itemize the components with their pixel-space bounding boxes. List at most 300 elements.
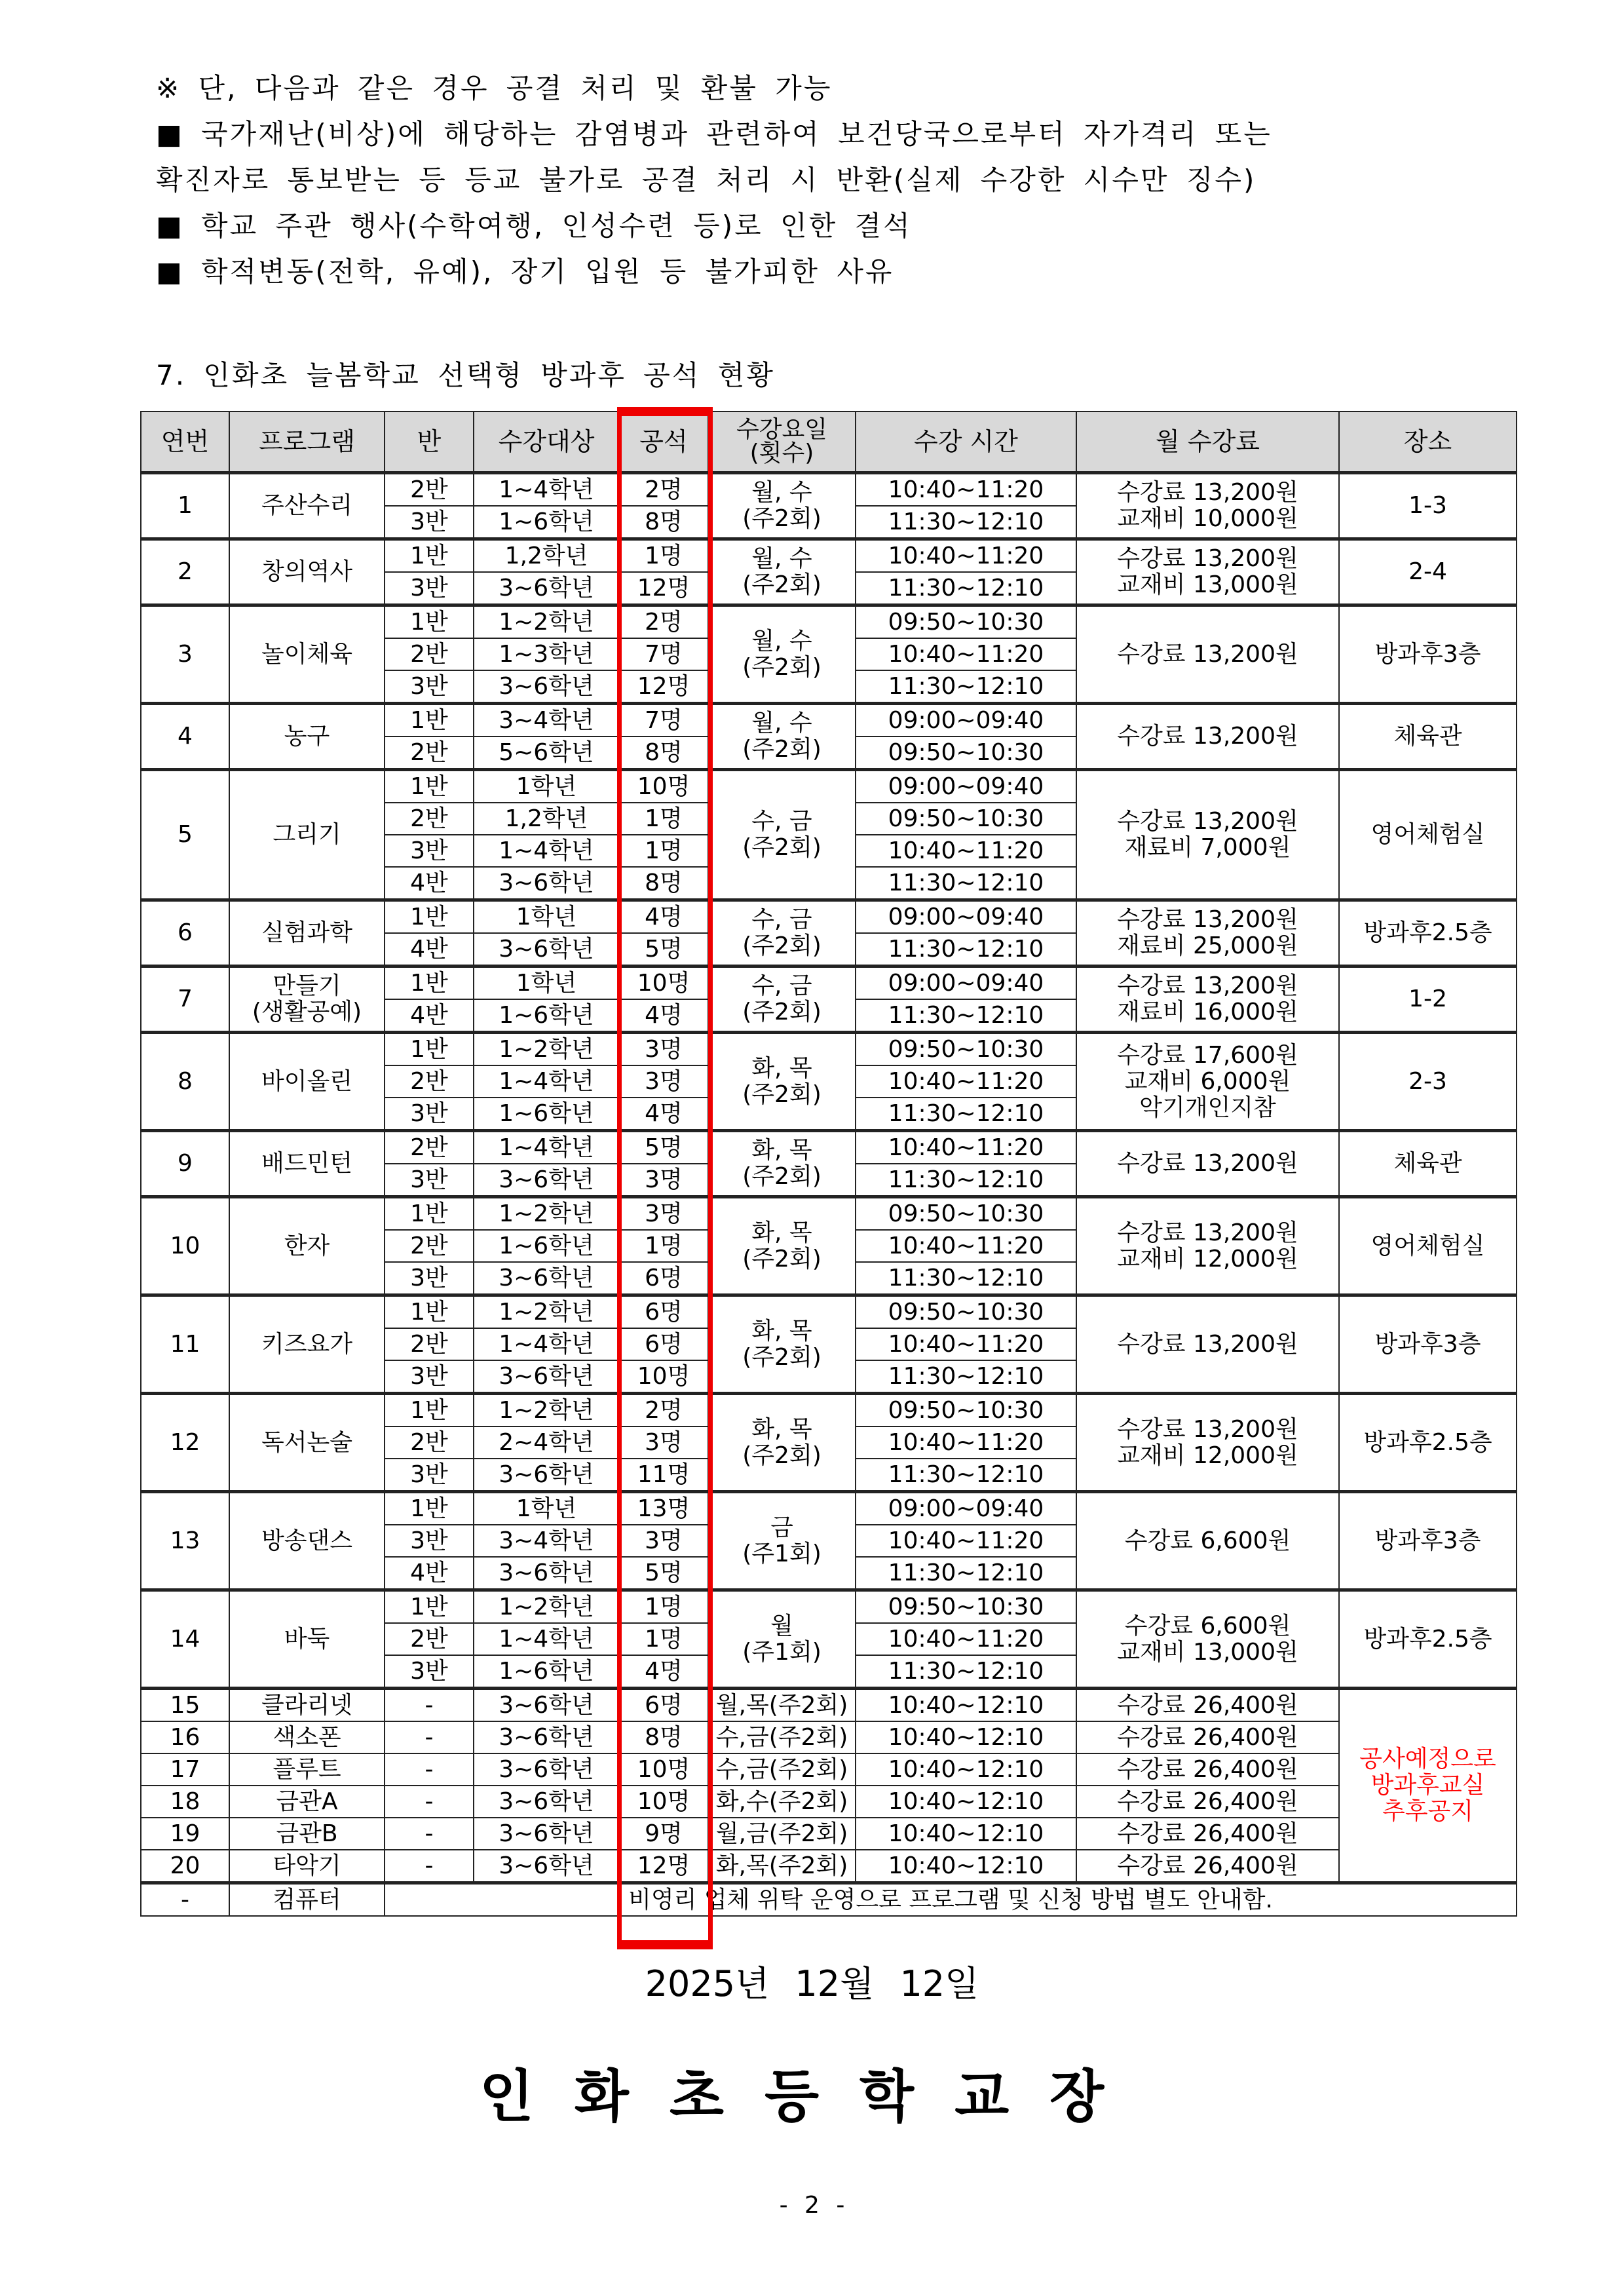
fee-line: 교재비 12,000원 — [1117, 1245, 1298, 1272]
cell-target: 3~6학년 — [474, 1262, 619, 1295]
cell-target: 1~2학년 — [474, 1394, 619, 1427]
cell-target: 1~4학년 — [474, 1328, 619, 1360]
cell-target: 3~6학년 — [474, 1753, 619, 1786]
cell-class: 1반 — [385, 704, 474, 737]
cell-time: 09:50~10:30 — [856, 1197, 1076, 1231]
cell-fee — [1076, 704, 1339, 770]
note-line: ■ 국가재난(비상)에 해당하는 감염병과 관련하여 보건당국으로부터 자가격리 또는 — [156, 118, 1272, 150]
table-row — [141, 1818, 1517, 1850]
cell-time: 11:30~12:10 — [856, 999, 1076, 1033]
notes-block — [156, 66, 1532, 295]
cell-time: 10:40~11:20 — [856, 1426, 1076, 1459]
cell-target: 1~6학년 — [474, 506, 619, 539]
cell-time: 09:00~09:40 — [856, 900, 1076, 934]
cell-place: 1-3 — [1339, 473, 1517, 539]
cell-vacancy: 4명 — [619, 1655, 708, 1689]
cell-target: 1~4학년 — [474, 835, 619, 867]
cell-no: 17 — [141, 1753, 229, 1786]
days-label: 월, 수 — [751, 710, 812, 737]
table-row — [141, 605, 1517, 639]
cell-place: 영어체험실 — [1339, 770, 1517, 900]
table-row — [141, 1753, 1517, 1786]
cell-vacancy: 8명 — [619, 867, 708, 900]
cell-days — [708, 539, 856, 605]
fee-line: 수강료 13,200원 — [1117, 1219, 1298, 1246]
program-name: 한자 — [284, 1232, 330, 1259]
cell-target: 3~4학년 — [474, 704, 619, 737]
cell-fee — [1076, 770, 1339, 900]
cell-class: 2반 — [385, 737, 474, 770]
program-name: 키즈요가 — [261, 1330, 353, 1358]
cell-time: 09:50~10:30 — [856, 1394, 1076, 1427]
cell-no: 20 — [141, 1850, 229, 1883]
table-row — [141, 1131, 1517, 1164]
days-frequency: (주2회) — [742, 1081, 821, 1108]
cell-days — [708, 966, 856, 1033]
fee-line: 재료비 25,000원 — [1117, 932, 1298, 959]
cell-class: 1반 — [385, 966, 474, 1000]
days-label: 월 — [770, 1612, 793, 1639]
cell-target: 3~4학년 — [474, 1525, 619, 1557]
cell-no: 4 — [141, 704, 229, 770]
cell-vacancy: 2명 — [619, 1394, 708, 1427]
cell-class: 1반 — [385, 605, 474, 639]
cell-fee — [1076, 1131, 1339, 1197]
cell-class: 3반 — [385, 1262, 474, 1295]
cell-no: 5 — [141, 770, 229, 900]
cell-vacancy: 5명 — [619, 1557, 708, 1590]
program-name: 방송댄스 — [261, 1527, 353, 1554]
cell-days: 화,수(주2회) — [708, 1786, 856, 1818]
cell-time: 10:40~12:10 — [856, 1786, 1076, 1818]
cell-vacancy: 3명 — [619, 1197, 708, 1231]
cell-fee — [1076, 1197, 1339, 1295]
cell-class: 2반 — [385, 1230, 474, 1262]
cell-no: 7 — [141, 966, 229, 1033]
cell-class: 3반 — [385, 670, 474, 704]
cell-days: 월,목(주2회) — [708, 1689, 856, 1722]
cell-place: 체육관 — [1339, 1131, 1517, 1197]
cell-vacancy: 7명 — [619, 638, 708, 670]
cell-vacancy: 6명 — [619, 1262, 708, 1295]
cell-vacancy: 13명 — [619, 1492, 708, 1525]
cell-class: 2반 — [385, 473, 474, 507]
cell-target: 1학년 — [474, 966, 619, 1000]
fee-line: 재료비 16,000원 — [1117, 999, 1298, 1025]
cell-time: 10:40~11:20 — [856, 835, 1076, 867]
cell-days — [708, 770, 856, 900]
cell-days — [708, 704, 856, 770]
cell-target: 3~6학년 — [474, 1459, 619, 1492]
cell-place: 방과후2.5층 — [1339, 1394, 1517, 1492]
program-name: 농구 — [284, 723, 330, 750]
cell-target: 1~2학년 — [474, 1033, 619, 1066]
note-line: ■ 학교 주관 행사(수학여행, 인성수련 등)로 인한 결석 — [156, 210, 912, 242]
cell-place: 2-4 — [1339, 539, 1517, 605]
cell-target: 3~6학년 — [474, 1360, 619, 1394]
cell-class: 4반 — [385, 933, 474, 966]
cell-vacancy: 1명 — [619, 803, 708, 835]
cell-program: 금관A — [229, 1786, 385, 1818]
fee-line: 수강료 13,200원 — [1117, 545, 1298, 572]
table-row — [141, 1197, 1517, 1231]
cell-vacancy: 7명 — [619, 704, 708, 737]
cell-vacancy: 10명 — [619, 1360, 708, 1394]
table-row — [141, 1689, 1517, 1722]
cell-vacancy: 3명 — [619, 1525, 708, 1557]
cell-fee: 수강료 26,400원 — [1076, 1818, 1339, 1850]
fee-line: 수강료 13,200원 — [1117, 808, 1298, 835]
cell-no: 15 — [141, 1689, 229, 1722]
days-label: 화, 목 — [751, 1415, 812, 1443]
cell-class: 2반 — [385, 1328, 474, 1360]
days-frequency: (주1회) — [742, 1638, 821, 1666]
cell-no: 13 — [141, 1492, 229, 1590]
cell-days — [708, 900, 856, 966]
cell-days — [708, 1033, 856, 1131]
cell-class: 2반 — [385, 638, 474, 670]
cell-vacancy: 5명 — [619, 933, 708, 966]
cell-class: 3반 — [385, 1459, 474, 1492]
cell-vacancy: 3명 — [619, 1033, 708, 1066]
days-label: 수, 금 — [751, 972, 812, 999]
cell-program — [229, 770, 385, 900]
header-program: 프로그램 — [229, 411, 385, 473]
cell-fee — [1076, 966, 1339, 1033]
table-row — [141, 1492, 1517, 1525]
section-title: 7. 인화초 늘봄학교 선택형 방과후 공석 현황 — [156, 359, 775, 391]
fee-line: 수강료 6,600원 — [1124, 1527, 1291, 1554]
cell-target: 1학년 — [474, 1492, 619, 1525]
cell-target: 3~6학년 — [474, 867, 619, 900]
cell-fee — [1076, 1590, 1339, 1689]
cell-vacancy: 6명 — [619, 1295, 708, 1329]
cell-vacancy: 4명 — [619, 999, 708, 1033]
days-label: 화, 목 — [751, 1317, 812, 1345]
table-row — [141, 966, 1517, 1000]
cell-time: 10:40~11:20 — [856, 1065, 1076, 1098]
cell-days — [708, 473, 856, 539]
fee-line: 수강료 13,200원 — [1117, 1330, 1298, 1358]
header-days-line1: 수강요일 — [736, 416, 828, 443]
fee-line: 수강료 13,200원 — [1117, 1150, 1298, 1177]
cell-target: 3~6학년 — [474, 1557, 619, 1590]
cell-program — [229, 900, 385, 966]
cell-time: 10:40~11:20 — [856, 638, 1076, 670]
cell-no: 11 — [141, 1295, 229, 1394]
cell-no: 8 — [141, 1033, 229, 1131]
fee-line: 수강료 17,600원 — [1117, 1041, 1298, 1069]
cell-time: 10:40~11:20 — [856, 1328, 1076, 1360]
cell-time: 09:50~10:30 — [856, 605, 1076, 639]
cell-time: 10:40~12:10 — [856, 1818, 1076, 1850]
table-row — [141, 770, 1517, 803]
cell-program — [229, 1131, 385, 1197]
note-line: 확진자로 통보받는 등 등교 불가로 공결 처리 시 반환(실제 수강한 시수만 징수) — [156, 164, 1256, 196]
cell-fee: 수강료 26,400원 — [1076, 1721, 1339, 1753]
cell-place: 방과후2.5층 — [1339, 900, 1517, 966]
cell-time: 10:40~11:20 — [856, 1623, 1076, 1655]
cell-vacancy: 10명 — [619, 966, 708, 1000]
cell-target: 1~6학년 — [474, 1655, 619, 1689]
cell-place: 방과후3층 — [1339, 605, 1517, 704]
cell-target: 3~6학년 — [474, 933, 619, 966]
cell-class: 3반 — [385, 1164, 474, 1197]
cell-time: 11:30~12:10 — [856, 1098, 1076, 1131]
cell-time: 09:00~09:40 — [856, 770, 1076, 803]
cell-program — [229, 1033, 385, 1131]
cell-program: 타악기 — [229, 1850, 385, 1883]
table-row — [141, 1295, 1517, 1329]
cell-class: 3반 — [385, 1098, 474, 1131]
cell-time: 10:40~11:20 — [856, 1131, 1076, 1164]
table-row — [141, 900, 1517, 934]
cell-fee — [1076, 605, 1339, 704]
cell-time: 09:50~10:30 — [856, 737, 1076, 770]
table-row — [141, 1850, 1517, 1883]
table-row — [141, 1394, 1517, 1427]
cell-vacancy: 4명 — [619, 1098, 708, 1131]
days-frequency: (주2회) — [742, 932, 821, 959]
note-line: ■ 학적변동(전학, 유예), 장기 입원 등 불가피한 사유 — [156, 256, 894, 288]
cell-vacancy: 3명 — [619, 1065, 708, 1098]
place-note-line: 공사예정으로 — [1359, 1746, 1496, 1772]
cell-class: 2반 — [385, 803, 474, 835]
days-frequency: (주2회) — [742, 1343, 821, 1371]
cell-no: 19 — [141, 1818, 229, 1850]
program-name: 바이올린 — [261, 1067, 353, 1095]
cell-no: 1 — [141, 473, 229, 539]
cell-time: 10:40~11:20 — [856, 539, 1076, 573]
cell-class: 1반 — [385, 1590, 474, 1624]
cell-time: 10:40~11:20 — [856, 473, 1076, 507]
days-label: 월, 수 — [751, 479, 812, 506]
cell-fee — [1076, 900, 1339, 966]
cell-target: 1~2학년 — [474, 1197, 619, 1231]
cell-class: 1반 — [385, 1033, 474, 1066]
place-note-line: 추후공지 — [1382, 1798, 1474, 1825]
cell-fee: 수강료 26,400원 — [1076, 1850, 1339, 1883]
cell-days — [708, 1394, 856, 1492]
cell-program: 금관B — [229, 1818, 385, 1850]
cell-place: 방과후2.5층 — [1339, 1590, 1517, 1689]
cell-time: 11:30~12:10 — [856, 867, 1076, 900]
cell-days: 화,목(주2회) — [708, 1850, 856, 1883]
cell-program: 플루트 — [229, 1753, 385, 1786]
cell-target: 1~4학년 — [474, 1623, 619, 1655]
days-frequency: (주2회) — [742, 505, 821, 532]
cell-program — [229, 539, 385, 605]
cell-target: 2~4학년 — [474, 1426, 619, 1459]
cell-class: - — [385, 1689, 474, 1722]
signature-principal: 인화초등학교장 — [479, 2064, 1145, 2130]
days-frequency: (주2회) — [742, 571, 821, 598]
cell-fee: 수강료 26,400원 — [1076, 1689, 1339, 1722]
cell-target: 3~6학년 — [474, 1164, 619, 1197]
cell-time: 11:30~12:10 — [856, 1655, 1076, 1689]
cell-no: 9 — [141, 1131, 229, 1197]
cell-place: 방과후3층 — [1339, 1295, 1517, 1394]
cell-time: 11:30~12:10 — [856, 1164, 1076, 1197]
cell-class: 3반 — [385, 1525, 474, 1557]
cell-no: 12 — [141, 1394, 229, 1492]
document-date: 2025년 12월 12일 — [645, 1963, 979, 2004]
cell-program — [229, 704, 385, 770]
cell-fee — [1076, 1295, 1339, 1394]
cell-class: - — [385, 1850, 474, 1883]
table-row — [141, 539, 1517, 573]
program-name: 주산수리 — [261, 492, 353, 519]
days-label: 화, 목 — [751, 1054, 812, 1082]
cell-class: 2반 — [385, 1426, 474, 1459]
cell-vacancy: 3명 — [619, 1426, 708, 1459]
cell-fee: 수강료 26,400원 — [1076, 1753, 1339, 1786]
days-frequency: (주2회) — [742, 1163, 821, 1190]
program-name: 바둑 — [284, 1625, 330, 1653]
fee-line: 교재비 13,000원 — [1117, 571, 1298, 598]
table-header-row — [141, 411, 1517, 473]
cell-target: 1~4학년 — [474, 1065, 619, 1098]
cell-time: 11:30~12:10 — [856, 1557, 1076, 1590]
cell-no: 14 — [141, 1590, 229, 1689]
cell-class: - — [385, 1753, 474, 1786]
cell-class: 4반 — [385, 1557, 474, 1590]
cell-target: 1~2학년 — [474, 1590, 619, 1624]
days-frequency: (주2회) — [742, 1442, 821, 1469]
fee-line: 수강료 6,600원 — [1124, 1612, 1291, 1639]
fee-line: 수강료 13,200원 — [1117, 972, 1298, 999]
vacancy-table — [140, 411, 1517, 1917]
cell-target: 1학년 — [474, 770, 619, 803]
cell-target: 1~6학년 — [474, 1098, 619, 1131]
cell-time: 10:40~12:10 — [856, 1753, 1076, 1786]
fee-line: 수강료 13,200원 — [1117, 906, 1298, 933]
cell-place: 영어체험실 — [1339, 1197, 1517, 1295]
cell-class: 1반 — [385, 1295, 474, 1329]
fee-line: 교재비 12,000원 — [1117, 1442, 1298, 1469]
table-row — [141, 1033, 1517, 1066]
cell-vacancy: 10명 — [619, 1753, 708, 1786]
place-note-line: 방과후교실 — [1370, 1772, 1485, 1799]
cell-target: 1,2학년 — [474, 539, 619, 573]
cell-class: 3반 — [385, 835, 474, 867]
cell-time: 10:40~11:20 — [856, 1230, 1076, 1262]
fee-line: 교재비 13,000원 — [1117, 1638, 1298, 1666]
table-row — [141, 704, 1517, 737]
days-label: 화, 목 — [751, 1219, 812, 1246]
cell-class: 2반 — [385, 1065, 474, 1098]
cell-target: 3~6학년 — [474, 1850, 619, 1883]
cell-time: 11:30~12:10 — [856, 1262, 1076, 1295]
program-name: 실험과학 — [261, 919, 353, 946]
cell-time: 11:30~12:10 — [856, 1459, 1076, 1492]
cell-class: 3반 — [385, 506, 474, 539]
header-target: 수강대상 — [474, 411, 619, 473]
fee-line: 수강료 13,200원 — [1117, 640, 1298, 668]
header-vacancy: 공석 — [619, 411, 708, 473]
header-place: 장소 — [1339, 411, 1517, 473]
cell-vacancy: 12명 — [619, 1850, 708, 1883]
cell-time: 10:40~11:20 — [856, 1525, 1076, 1557]
cell-vacancy: 1명 — [619, 539, 708, 573]
cell-place: 방과후3층 — [1339, 1492, 1517, 1590]
cell-fee — [1076, 539, 1339, 605]
cell-target: 3~6학년 — [474, 572, 619, 605]
cell-target: 1~6학년 — [474, 1230, 619, 1262]
cell-fee — [1076, 1394, 1339, 1492]
cell-fee: 수강료 26,400원 — [1076, 1786, 1339, 1818]
cell-vacancy: 9명 — [619, 1818, 708, 1850]
cell-time: 09:50~10:30 — [856, 1295, 1076, 1329]
fee-line: 수강료 13,200원 — [1117, 723, 1298, 750]
cell-time: 09:50~10:30 — [856, 803, 1076, 835]
cell-days — [708, 1590, 856, 1689]
cell-program: 색소폰 — [229, 1721, 385, 1753]
page-number: - 2 - — [779, 2192, 845, 2219]
cell-vacancy: 5명 — [619, 1131, 708, 1164]
cell-target: 1~4학년 — [474, 473, 619, 507]
cell-class: 4반 — [385, 867, 474, 900]
cell-place: 1-2 — [1339, 966, 1517, 1033]
program-name-sub: (생활공예) — [252, 999, 362, 1025]
days-label: 수, 금 — [751, 906, 812, 933]
cell-target: 1학년 — [474, 900, 619, 934]
cell-class: 3반 — [385, 1655, 474, 1689]
cell-vacancy: 6명 — [619, 1328, 708, 1360]
cell-vacancy: 1명 — [619, 1623, 708, 1655]
program-name: 독서논술 — [261, 1428, 353, 1456]
cell-vacancy: 2명 — [619, 605, 708, 639]
program-name: 창의역사 — [261, 558, 353, 585]
cell-target: 3~6학년 — [474, 1689, 619, 1722]
cell-vacancy: 1명 — [619, 1590, 708, 1624]
cell-computer-note: 비영리 업체 위탁 운영으로 프로그램 및 신청 방법 별도 안내함. — [385, 1883, 1517, 1917]
cell-no: 2 — [141, 539, 229, 605]
cell-days: 수,금(주2회) — [708, 1753, 856, 1786]
fee-line: 수강료 13,200원 — [1117, 479, 1298, 506]
program-name: 그리기 — [273, 821, 341, 848]
fee-line: 수강료 13,200원 — [1117, 1415, 1298, 1443]
fee-line: 재료비 7,000원 — [1124, 834, 1291, 861]
days-frequency: (주2회) — [742, 834, 821, 861]
cell-days — [708, 1131, 856, 1197]
cell-days: 수,금(주2회) — [708, 1721, 856, 1753]
days-label: 금 — [770, 1514, 793, 1541]
cell-target: 1~6학년 — [474, 999, 619, 1033]
days-frequency: (주2회) — [742, 999, 821, 1025]
cell-no: 3 — [141, 605, 229, 704]
cell-vacancy: 11명 — [619, 1459, 708, 1492]
cell-vacancy: 12명 — [619, 670, 708, 704]
cell-class: - — [385, 1786, 474, 1818]
days-frequency: (주2회) — [742, 1245, 821, 1272]
cell-class: 1반 — [385, 1394, 474, 1427]
cell-target: 3~6학년 — [474, 1818, 619, 1850]
cell-vacancy: 4명 — [619, 900, 708, 934]
table-row — [141, 473, 1517, 507]
cell-time: 11:30~12:10 — [856, 572, 1076, 605]
cell-days — [708, 1492, 856, 1590]
cell-class: - — [385, 1721, 474, 1753]
cell-vacancy: 3명 — [619, 1164, 708, 1197]
cell-program — [229, 473, 385, 539]
note-line: ※ 단, 다음과 같은 경우 공결 처리 및 환불 가능 — [156, 72, 833, 104]
cell-program — [229, 1394, 385, 1492]
cell-class: - — [385, 1818, 474, 1850]
days-label: 수, 금 — [751, 808, 812, 835]
cell-class: 1반 — [385, 900, 474, 934]
cell-vacancy: 8명 — [619, 506, 708, 539]
